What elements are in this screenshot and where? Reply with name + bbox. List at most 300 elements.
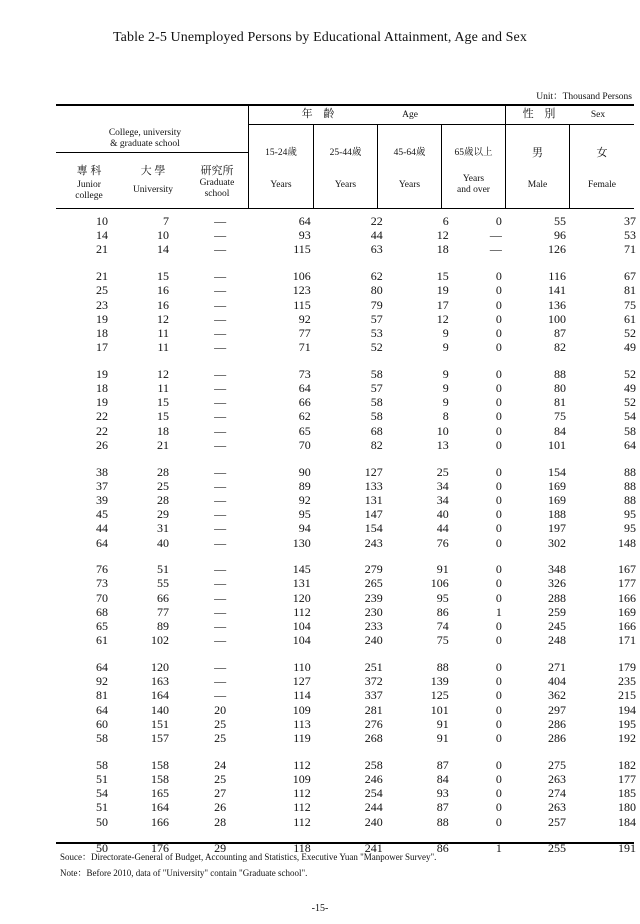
table-cell: 96	[553, 228, 566, 243]
table-cell: 113	[293, 716, 311, 731]
table-cell: 75	[436, 633, 449, 648]
table-cell: 148	[618, 535, 636, 550]
table-cell: —	[214, 521, 227, 536]
col-header-cn: 15-24歲	[265, 148, 297, 158]
table-cell: 50	[95, 841, 108, 856]
table-cell: 255	[547, 841, 566, 856]
age-header-cn: 年 齡	[301, 108, 339, 120]
table-cell: 157	[151, 731, 170, 745]
table-cell: 14	[95, 228, 108, 243]
table-cell: 254	[364, 786, 383, 801]
table-cell: 22	[370, 214, 383, 228]
table-row	[56, 409, 640, 423]
vline	[377, 125, 378, 208]
table-cell: 71	[624, 242, 636, 257]
table-cell: 112	[293, 786, 311, 801]
table-cell: 171	[618, 633, 636, 648]
table-cell: 58	[370, 395, 383, 410]
table-cell: 362	[547, 688, 566, 703]
table-cell: 0	[495, 688, 502, 703]
table-cell: 18	[436, 242, 449, 257]
table-cell: 25	[157, 478, 170, 493]
table-cell: 51	[95, 800, 108, 815]
table-cell: 52	[624, 395, 636, 410]
col-header-en: Years and over	[457, 174, 490, 195]
table-cell: 21	[157, 437, 170, 452]
table-cell: 77	[157, 604, 170, 619]
table-row	[56, 758, 640, 772]
table-cell: 7	[163, 214, 170, 228]
table-cell: 58	[95, 757, 108, 772]
table-cell: 92	[298, 492, 311, 507]
table-cell: 258	[364, 757, 383, 772]
group-spacer	[56, 550, 640, 563]
table-cell: 104	[292, 619, 311, 634]
table-cell: 76	[95, 562, 108, 577]
table-cell: 51	[157, 562, 170, 577]
table-row	[56, 493, 640, 507]
table-cell: 61	[624, 311, 636, 326]
table-cell: 51	[95, 771, 108, 786]
table-cell: 25	[214, 716, 227, 731]
table-cell: 91	[436, 716, 449, 731]
table-cell: 24	[214, 757, 227, 772]
table-cell: 23	[95, 297, 108, 312]
table-cell: 44	[370, 228, 383, 243]
table-cell: 167	[618, 562, 636, 577]
table-cell: 177	[618, 771, 636, 786]
table-cell: 112	[293, 604, 311, 619]
table-cell: 276	[364, 716, 383, 731]
table-cell: —	[214, 423, 227, 438]
table-row	[56, 521, 640, 535]
table-cell: 106	[430, 576, 449, 591]
table-cell: 80	[370, 283, 383, 298]
table-cell: 163	[151, 674, 170, 689]
table-cell: 0	[495, 576, 502, 591]
table-cell: 34	[436, 492, 449, 507]
table-cell: 13	[436, 437, 449, 452]
table-cell: 0	[495, 395, 502, 410]
table-cell: 39	[95, 492, 108, 507]
col-header-cn: 45-64歲	[393, 148, 426, 158]
table-cell: 84	[436, 771, 449, 786]
table-cell: —	[214, 381, 227, 396]
table-cell: 88	[624, 478, 636, 493]
table-cell: 94	[298, 521, 311, 536]
table-cell: 127	[292, 674, 311, 689]
table-row	[56, 605, 640, 619]
table-row	[56, 269, 640, 283]
table-cell: 275	[547, 757, 566, 772]
table-cell: 0	[495, 340, 502, 355]
table-cell: 279	[364, 562, 383, 577]
table-cell: 91	[436, 562, 449, 577]
table-cell: 89	[157, 619, 170, 634]
table-cell: 166	[151, 814, 170, 829]
table-cell: 25	[214, 771, 227, 786]
table-cell: 297	[547, 702, 566, 717]
table-row	[56, 815, 640, 829]
table-cell: 164	[151, 800, 170, 815]
table-cell: 58	[95, 731, 108, 745]
table-cell: 0	[495, 521, 502, 536]
table-cell: 114	[293, 688, 311, 703]
table-cell: 271	[547, 659, 566, 674]
table-cell: 9	[442, 395, 449, 410]
table-cell: —	[214, 688, 227, 703]
table-cell: —	[214, 492, 227, 507]
table-cell: 0	[495, 590, 502, 605]
table-cell: 139	[430, 674, 449, 689]
table-cell: 19	[95, 311, 108, 326]
table-cell: 68	[370, 423, 383, 438]
table-cell: 64	[298, 214, 311, 228]
table-cell: 116	[548, 269, 566, 284]
table-cell: 25	[436, 464, 449, 479]
college-group-header: College, university & graduate school	[108, 128, 182, 149]
group-spacer	[56, 745, 640, 758]
table-cell: 19	[95, 366, 108, 381]
table-cell: —	[489, 228, 502, 243]
table-cell: —	[214, 576, 227, 591]
table-row	[56, 786, 640, 800]
table-cell: 90	[298, 464, 311, 479]
table-cell: —	[489, 242, 502, 257]
table-cell: 110	[293, 659, 311, 674]
table-cell: —	[214, 478, 227, 493]
col-header-cn: 大 學	[140, 165, 166, 177]
table-cell: 95	[624, 521, 636, 536]
table-cell: 52	[624, 366, 636, 381]
table-cell: 86	[436, 841, 449, 856]
table-cell: 92	[298, 311, 311, 326]
table-cell: 21	[95, 242, 108, 257]
table-cell: 62	[298, 409, 311, 424]
table-cell: 115	[293, 242, 311, 257]
table-cell: 10	[436, 423, 449, 438]
table-cell: 70	[298, 437, 311, 452]
table-cell: 268	[364, 731, 383, 745]
table-row	[56, 703, 640, 717]
table-cell: 50	[95, 814, 108, 829]
table-cell: 140	[151, 702, 170, 717]
table-cell: 38	[95, 464, 108, 479]
table-cell: 0	[495, 478, 502, 493]
sex-header-cn: 性 別	[522, 108, 560, 120]
table-cell: 27	[214, 786, 227, 801]
table-cell: 1	[495, 604, 502, 619]
group-spacer	[56, 257, 640, 270]
table-cell: 176	[151, 841, 170, 856]
table-cell: 0	[495, 674, 502, 689]
table-cell: 28	[157, 464, 170, 479]
table-row	[56, 367, 640, 381]
table-cell: 101	[547, 437, 566, 452]
table-cell: —	[214, 674, 227, 689]
table-cell: 0	[495, 283, 502, 298]
table-cell: 64	[95, 702, 108, 717]
table-cell: 281	[364, 702, 383, 717]
table-cell: 77	[298, 325, 311, 340]
table-cell: 169	[547, 492, 566, 507]
table-cell: 64	[624, 437, 636, 452]
table-cell: 55	[157, 576, 170, 591]
table-row	[56, 438, 640, 452]
table-cell: 44	[436, 521, 449, 536]
col-header-en: Graduate school	[199, 178, 235, 199]
table-cell: 52	[370, 340, 383, 355]
table-cell: 76	[436, 535, 449, 550]
table-row	[56, 479, 640, 493]
table-cell: 60	[95, 716, 108, 731]
table-cell: 74	[436, 619, 449, 634]
table-cell: 84	[553, 423, 566, 438]
table-cell: 19	[95, 395, 108, 410]
col-header-cn: 專 科	[76, 165, 102, 177]
table-cell: 123	[292, 283, 311, 298]
table-cell: 0	[495, 423, 502, 438]
table-cell: 15	[157, 409, 170, 424]
sex-header-en: Sex	[590, 110, 606, 120]
table-cell: 112	[293, 814, 311, 829]
table-cell: 147	[364, 507, 383, 522]
table-cell: 95	[624, 507, 636, 522]
table-cell: —	[214, 325, 227, 340]
table-cell: 75	[624, 297, 636, 312]
table-cell: 65	[95, 619, 108, 634]
table-cell: 184	[618, 814, 636, 829]
table-cell: 82	[553, 340, 566, 355]
table-cell: 239	[364, 590, 383, 605]
table-row	[56, 214, 640, 228]
header-bottom-rule	[56, 208, 634, 209]
table-cell: 166	[618, 619, 636, 634]
vline	[313, 125, 314, 208]
table-cell: 26	[95, 437, 108, 452]
table-body	[56, 214, 640, 855]
table-cell: 12	[157, 311, 170, 326]
table-cell: 130	[292, 535, 311, 550]
table-cell: —	[214, 269, 227, 284]
table-row	[56, 800, 640, 814]
table-cell: 53	[370, 325, 383, 340]
table-cell: 141	[547, 283, 566, 298]
table-cell: 165	[151, 786, 170, 801]
table-cell: 154	[364, 521, 383, 536]
table-cell: 49	[624, 381, 636, 396]
col-header-en: Junior college	[75, 180, 103, 201]
table-cell: 131	[292, 576, 311, 591]
table-cell: 11	[157, 381, 170, 396]
table-cell: 12	[436, 228, 449, 243]
table-cell: 182	[618, 757, 636, 772]
table-row	[56, 381, 640, 395]
table-cell: 21	[95, 269, 108, 284]
table-cell: 0	[495, 409, 502, 424]
table-cell: 9	[442, 340, 449, 355]
table-cell: 158	[151, 757, 170, 772]
col-header-en: Male	[527, 180, 548, 190]
table-cell: 195	[618, 716, 636, 731]
table-cell: 286	[547, 731, 566, 745]
page-number: -15-	[311, 903, 329, 914]
table-cell: 166	[618, 590, 636, 605]
table-cell: 12	[157, 366, 170, 381]
table-cell: 100	[547, 311, 566, 326]
table-row	[56, 298, 640, 312]
table-row	[56, 619, 640, 633]
table-cell: 87	[436, 757, 449, 772]
table-cell: 16	[157, 297, 170, 312]
table-cell: 0	[495, 800, 502, 815]
table-cell: 188	[547, 507, 566, 522]
col-header-cn: 男	[532, 147, 543, 159]
table-cell: 11	[157, 325, 170, 340]
table-cell: 263	[547, 771, 566, 786]
table-cell: 118	[293, 841, 311, 856]
table-cell: 265	[364, 576, 383, 591]
table-cell: 88	[436, 659, 449, 674]
col-header-cn: 25-44歲	[329, 148, 362, 158]
table-cell: 28	[157, 492, 170, 507]
table-row	[56, 242, 640, 256]
table-row	[56, 772, 640, 786]
table-cell: 20	[214, 702, 227, 717]
table-cell: 18	[157, 423, 170, 438]
table-cell: 25	[214, 731, 227, 745]
table-row	[56, 731, 640, 745]
table-cell: 302	[547, 535, 566, 550]
table-cell: 87	[436, 800, 449, 815]
table-cell: 191	[618, 841, 636, 856]
table-cell: 0	[495, 381, 502, 396]
table-cell: 0	[495, 731, 502, 745]
table-cell: 233	[364, 619, 383, 634]
table-cell: —	[214, 437, 227, 452]
table-cell: 63	[370, 242, 383, 257]
table-cell: 169	[547, 478, 566, 493]
table-cell: 263	[547, 800, 566, 815]
table-cell: —	[214, 297, 227, 312]
table-cell: 337	[364, 688, 383, 703]
table-cell: 91	[436, 731, 449, 745]
table-cell: 179	[618, 659, 636, 674]
table-cell: 57	[370, 311, 383, 326]
table-cell: 88	[553, 366, 566, 381]
table-cell: 52	[624, 325, 636, 340]
table-row	[56, 283, 640, 297]
table-cell: 14	[157, 242, 170, 257]
table-cell: —	[214, 562, 227, 577]
table-cell: 177	[618, 576, 636, 591]
table-cell: 0	[495, 771, 502, 786]
table-cell: 240	[364, 633, 383, 648]
table-cell: 248	[547, 633, 566, 648]
table-row	[56, 465, 640, 479]
table-cell: —	[214, 214, 227, 228]
table-cell: 131	[364, 492, 383, 507]
table-row	[56, 312, 640, 326]
table-cell: 88	[436, 814, 449, 829]
table-cell: —	[214, 283, 227, 298]
table-cell: 0	[495, 702, 502, 717]
col-header-en: Years	[398, 180, 421, 190]
table-cell: 0	[495, 814, 502, 829]
table-cell: 22	[95, 409, 108, 424]
table-cell: —	[214, 507, 227, 522]
table-cell: 185	[618, 786, 636, 801]
table-cell: 81	[624, 283, 636, 298]
table-cell: 34	[436, 478, 449, 493]
col-header-cn: 女	[596, 147, 608, 159]
table-cell: 82	[370, 437, 383, 452]
table-cell: 197	[547, 521, 566, 536]
table-cell: 192	[618, 731, 636, 745]
table-cell: 0	[495, 659, 502, 674]
table-cell: 62	[370, 269, 383, 284]
vline	[569, 125, 570, 208]
table-cell: 109	[292, 771, 311, 786]
table-cell: 58	[370, 366, 383, 381]
table-cell: 93	[298, 228, 311, 243]
table-cell: 88	[624, 464, 636, 479]
table-cell: 57	[370, 381, 383, 396]
table-cell: 0	[495, 437, 502, 452]
table-cell: —	[214, 619, 227, 634]
table-row	[56, 326, 640, 340]
data-table	[56, 214, 640, 855]
table-row	[56, 536, 640, 550]
table-cell: 120	[151, 659, 170, 674]
table-cell: 11	[157, 340, 170, 355]
col-header-en: University	[132, 185, 174, 195]
table-row	[56, 340, 640, 354]
table-cell: 9	[442, 325, 449, 340]
table-cell: 37	[95, 478, 108, 493]
table-cell: —	[214, 464, 227, 479]
table-cell: 215	[618, 688, 636, 703]
table-cell: 245	[547, 619, 566, 634]
col-header-en: Years	[334, 180, 357, 190]
table-cell: 0	[495, 562, 502, 577]
table-cell: 55	[553, 214, 566, 228]
table-cell: 81	[95, 688, 108, 703]
table-cell: 102	[151, 633, 170, 648]
table-cell: 95	[436, 590, 449, 605]
table-cell: 73	[95, 576, 108, 591]
table-cell: —	[214, 659, 227, 674]
table-title: Table 2-5 Unemployed Persons by Educational Attainment, Age and Sex	[113, 30, 527, 45]
table-cell: 31	[157, 521, 170, 536]
table-cell: 240	[364, 814, 383, 829]
table-cell: 15	[436, 269, 449, 284]
col-header-en: Female	[588, 180, 616, 190]
table-cell: 67	[624, 269, 636, 284]
table-cell: —	[214, 604, 227, 619]
table-cell: 241	[364, 841, 383, 856]
table-cell: 127	[364, 464, 383, 479]
table-cell: 0	[495, 619, 502, 634]
table-cell: 70	[95, 590, 108, 605]
table-cell: 257	[547, 814, 566, 829]
table-cell: 0	[495, 633, 502, 648]
table-cell: 19	[436, 283, 449, 298]
table-cell: —	[214, 590, 227, 605]
table-cell: 235	[618, 674, 636, 689]
table-cell: 0	[495, 269, 502, 284]
table-cell: 6	[442, 214, 449, 228]
